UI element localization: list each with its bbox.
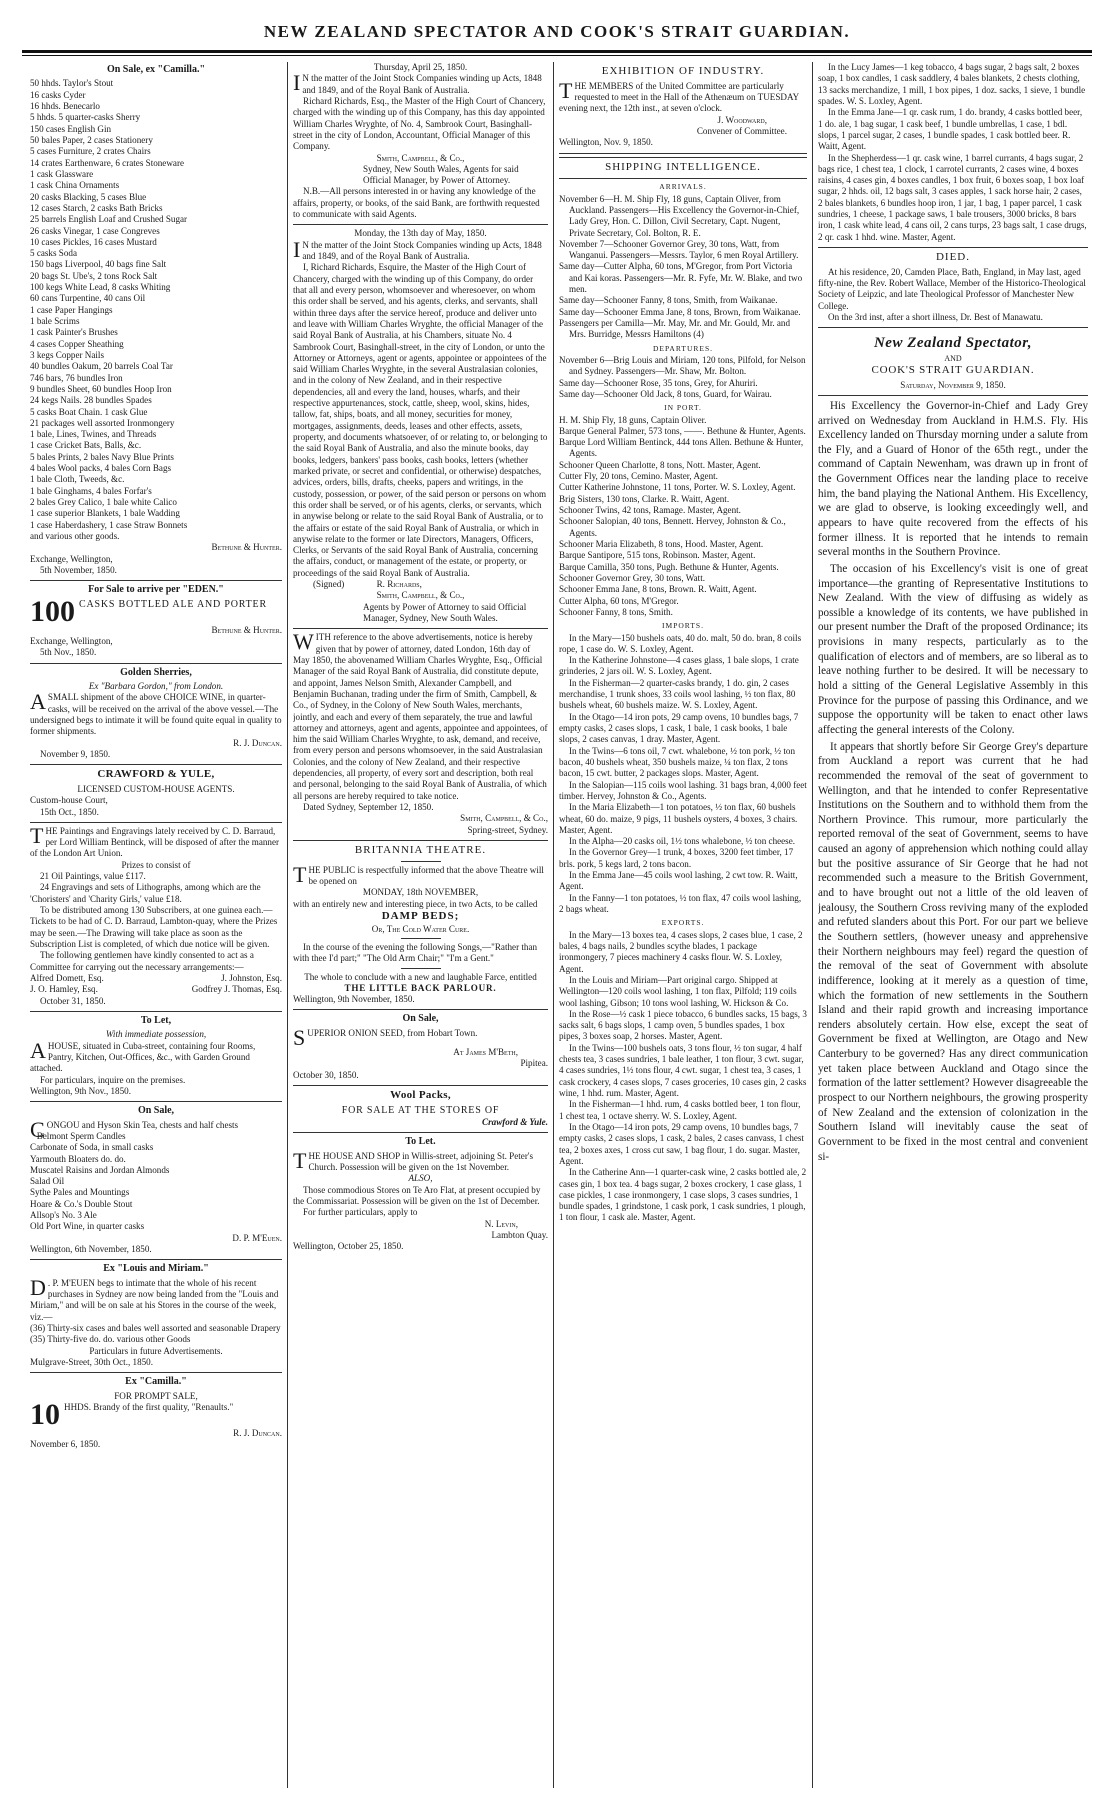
drop-cap: S [293, 1024, 306, 1050]
exports-list [559, 930, 807, 1224]
notice-signature: R. Richards, [376, 579, 422, 590]
ad-subtitle: With immediate possession, [105, 1029, 207, 1040]
ad-title: Ex "Camilla." [125, 1376, 187, 1388]
in-port-entry: Schooner Fanny, 8 tons, Smith. [559, 606, 673, 617]
ad-wool-packs [293, 1089, 548, 1128]
arrival-entry: November 6—H. M. Ship Fly, 18 guns, Captain Oliver, from Auckland. Passengers—His Excellency the Governor-in-Chief, Lady Grey, Hon. C. Dillon, Civil Secretary, Capt. Nugent, Private Secretary, Col. Bolton, R. E. [559, 193, 800, 238]
arrival-entry: Passengers per Camilla—Mr. May, Mr. and Mr. Gould, Mr. and Mrs. Burridge, Messrs Hamiltons (4) [559, 318, 791, 340]
ad-date: 5th November, 1850. [40, 564, 117, 575]
goods-item: 9 bundles Sheet, 60 bundles Hoop Iron [30, 383, 172, 394]
goods-item: 16 casks Cyder [30, 89, 86, 100]
notice-signature: Smith, Campbell, & Co., [376, 152, 465, 163]
export-entry: In the Fisherman—1 hhd. rum, 4 casks bottled beer, 1 ton flour, 1 chest tea, 1 octave sherry. W. S. Loxley, Agent. [559, 1099, 801, 1121]
divider [30, 1372, 282, 1373]
notice-signature: Smith, Campbell, & Co., [376, 590, 465, 601]
committee-row [30, 973, 282, 984]
notice-signature: Sydney, New South Wales, Agents for said Official Manager, by Power of Attorney. [363, 163, 519, 186]
ad-on-sale-tea [30, 1105, 282, 1255]
goods-item: 26 casks Vinegar, 1 case Congreves [30, 225, 160, 236]
section-title: SHIPPING INTELLIGENCE. [605, 160, 761, 173]
in-port-entry: Barque Camilla, 350 tons, Pugh. Bethune & Hunter, Agents. [559, 561, 779, 572]
goods-item: 1 case Paper Hangings [30, 304, 113, 315]
column-4 [818, 62, 1088, 1790]
masthead-rule [22, 50, 1092, 53]
arrival-entry: Same day—Cutter Alpha, 60 tons, M'Gregor, from Port Victoria and Kai koras. Passengers—Mr. R. Fyfe, Mr. W. Blake, and two men. [559, 261, 803, 295]
import-entry: In the Fisherman—2 quarter-casks brandy, 1 do. gin, 2 cases merchandise, 1 trunk shoes, 33 coils wool lashing, ½ ton flax, 80 bushels wheat, 60 bushels maize. W. S. Loxley, Agent. [559, 677, 796, 711]
drop-cap: T [293, 1147, 307, 1173]
ad-role: Convener of Committee. [696, 125, 787, 136]
goods-item: 1 case Cricket Bats, Balls, &c. [30, 440, 142, 451]
committee-member: J. Johnston, Esq. [221, 972, 282, 983]
ad-place: Exchange, Wellington, [30, 635, 113, 646]
goods-item: 16 hhds. Benecarlo [30, 101, 100, 112]
import-entry: In the Mary—150 bushels oats, 40 do. malt, 50 do. bran, 8 coils rope, 1 case do. W. S. Loxley, Agent. [559, 632, 802, 654]
ad-text: (36) Thirty-six cases and bales well assorted and seasonable Drapery [30, 1323, 281, 1333]
divider [293, 840, 548, 841]
obituary-entry: At his residence, 20, Camden Place, Bath, England, in May last, aged fifty-nine, the Rev. Robert Wallace, Member of the Historico-Theological Society of Leipzic, and late Theological Professor of Manchester New College. [818, 266, 1086, 311]
ad-text: ALSO, [408, 1173, 433, 1184]
goods-list [30, 78, 282, 542]
ad-date: Wellington, Nov. 9, 1850. [559, 137, 653, 148]
goods-item: Yarmouth Bloaters do. do. [30, 1153, 126, 1164]
ad-text: FOR SALE AT THE STORES OF [341, 1104, 500, 1116]
import-entry: In the Governor Grey—1 trunk, 4 boxes, 3200 feet timber, 17 brls. pork, 5 kegs lard, 2 tons bacon. [559, 847, 794, 869]
divider [818, 327, 1088, 328]
ad-date: October 30, 1850. [293, 1069, 359, 1080]
export-entry: In the Rose—½ cask 1 piece tobacco, 6 bundles sacks, 15 bags, 3 sacks salt, 6 bags slops, 1 camp oven, 5 bundles spades, 1 box pipes, 3 boxes soap, 2 horses. Master, Agent. [559, 1008, 807, 1042]
play-title: DAMP BEDS; [381, 909, 460, 922]
ad-signature: At James M'Beth, [453, 1046, 518, 1057]
ad-text: (35) Thirty-five do. do. various other Goods [30, 1334, 191, 1345]
drop-cap: T [293, 861, 307, 887]
export-entry: In the Shepherdess—1 qr. cask wine, 1 barrel currants, 4 bags sugar, 2 bags rice, 1 chest tea, 1 clock, 1 carrotel currants, 2 cases wine, 4 boxes raisins, 4 cases gin, 4 boxes candles, 1 box fruit, 6 boxes soap, 1 box loaf sugar, 2 hhds. oil, 12 bags salt, 3 cases apples, 1 sack horse hair, 2 cases, 2 bales blankets, 6 bundles hoop iron, 1 jar, 1 bag, 1 paper parcel, 1 cask sundries, 1 cheese, 1 package saws, 1 bale trousers, 3000 bricks, 8 bars iron, 1 cask white lead, 4 cans oil, 2 cans turps, 23 bags salt, 1 case drugs, 2 qr. cask 1 hhd. wine. Master, Agent. [818, 152, 1087, 242]
notice-royal-bank-2 [293, 228, 548, 624]
goods-item: and various other goods. [30, 530, 120, 541]
divider [30, 1259, 282, 1260]
goods-item: 25 barrels English Loaf and Crushed Sugar [30, 214, 188, 225]
goods-item: 1 cask China Ornaments [30, 180, 120, 191]
drop-cap: I [293, 70, 301, 96]
departure-entry: November 6—Brig Louis and Miriam, 120 tons, Pilfold, for Nelson and Sydney. Passengers—Mr. Shaw, Mr. Bolton. [559, 354, 806, 377]
editorial-paragraph: The occasion of his Excellency's visit is one of great importance—the granting of Representative Institutions to New Zealand. With the view of diffusing as widely as possible a knowledge of its contents, we have published in our present number the Draft of the proposed Ordinance; its provisions in many respects, particularly as to the qualification of electors and of members, are so liberal as to leave nothing further to be desired. It will be necessary to hold a sitting of the General Legislative Assembly in this Province for the purpose of passing this Ordinance, and we suppose the opportunity will be taken to enact other laws affecting the general interests of the Colony. [818, 562, 1088, 736]
ad-text: CASKS BOTTLED ALE AND PORTER [79, 598, 267, 610]
ad-theatre [293, 844, 548, 1006]
column-3 [559, 62, 807, 1790]
goods-item: Salad Oil [30, 1176, 65, 1187]
notice-date: Monday, the 13th day of May, 1850. [354, 228, 487, 239]
in-port-entry: Schooner Twins, 42 tons, Ramage. Master, Agent. [559, 505, 741, 516]
imports-list [559, 633, 807, 916]
in-port-entry: Schooner Salopian, 40 tons, Bennett. Hervey, Johnston & Co., Agents. [559, 516, 786, 538]
export-entry: In the Catherine Ann—1 quarter-cask wine, 2 casks bottled ale, 2 cases gin, 1 box tea. 4 bags sugar, 2 boxes crockery, 1 case glass, 1 case pickles, 1 case ironmongery, 1 case slops, 3 cases sundries, 1 bundle spades, 1 grindstone, 1 cask pork, 1 cask sundries, 1 plough, 1 ton flour, 1 cask ale. Master, Agent. [559, 1167, 807, 1223]
committee-member: J. O. Hamley, Esq. [30, 984, 98, 995]
in-port-entry: Barque Santipore, 515 tons, Robinson. Master, Agent. [559, 550, 756, 561]
goods-item: ONGOU and Hyson Skin Tea, chests and half chests [46, 1119, 239, 1130]
editorial-date: Saturday, November 9, 1850. [900, 379, 1006, 390]
divider [30, 822, 282, 823]
ad-place: Exchange, Wellington, [30, 553, 113, 564]
goods-item: 746 bars, 76 bundles Iron [30, 372, 123, 383]
died-title: DIED. [935, 251, 971, 263]
notice-signature: Agents by Power of Attorney to said Official Manager, Sydney, New South Wales. [363, 601, 527, 623]
divider [559, 157, 807, 158]
subsection-title: ARRIVALS. [659, 182, 707, 192]
column-2 [293, 62, 548, 1790]
ad-title: Wool Packs, [390, 1088, 451, 1101]
divider [818, 395, 1088, 396]
drop-cap: A [30, 689, 46, 715]
ad-date: November 9, 1850. [40, 748, 111, 759]
ad-subtitle: FOR PROMPT SALE, [114, 1390, 198, 1401]
ad-signature: R. J. Duncan. [233, 737, 282, 748]
ad-date: Wellington, 9th Nov., 1850. [30, 1085, 131, 1096]
in-port-entry: Schooner Queen Charlotte, 8 tons, Nott. Master, Agent. [559, 459, 761, 470]
ad-place: Lambton Quay. [491, 1229, 548, 1240]
notice-signature: Spring-street, Sydney. [467, 824, 548, 835]
ad-text: 21 Oil Paintings, value £117. [40, 871, 146, 882]
export-entry: In the Emma Jane—1 qr. cask rum, 1 do. brandy, 4 casks bottled beer, 1 do. ale, 1 bag sugar, 1 cask beef, 1 bundle umbrellas, 1 case, 1 bdl. slops, 1 parcel sugar, 2 cases, 1 bundle spades, 1 cask bottled beer. R. Waitt, Agent. [818, 107, 1083, 152]
divider [401, 861, 441, 862]
divider [293, 1009, 548, 1010]
ad-date-line: MONDAY, 18th NOVEMBER, [362, 887, 479, 898]
in-port-entry: Barque General Palmer, 573 tons, ——. Bethune & Hunter, Agents. [559, 425, 806, 436]
arrival-entry: November 7—Schooner Governor Grey, 30 tons, Watt, from Wanganui. Passengers—Messrs. Taylor, 6 men Royal Artillery. [559, 238, 799, 261]
column-rule [287, 62, 288, 1788]
goods-item: Sythe Pales and Mountings [30, 1187, 130, 1198]
divider [30, 663, 282, 664]
divider [293, 1085, 548, 1086]
ad-camilla [30, 64, 282, 576]
import-entry: In the Twins—6 tons oil, 7 cwt. whalebone, ½ ton pork, ½ ton bacon, 40 bushels wheat, 350 bushels maize, ¼ ton flax, 2 tons bacon, 15 cwt. butter, 2 packages slops. Master, Agent. [559, 745, 796, 779]
goods-item: 4 cases Copper Sheathing [30, 338, 124, 349]
ad-camilla-brandy [30, 1376, 282, 1450]
import-entry: In the Salopian—115 coils wool lashing. 31 bags bran, 4,000 feet timber. Hervey, Johnston & Co., Agents. [559, 779, 807, 801]
ad-signature: Bethune & Hunter. [211, 624, 282, 635]
ad-text: In the course of the evening the following Songs,—"Rather than with thee I'd part;" "The Old Arm Chair;" "I'm a Gent." [293, 941, 538, 964]
ad-place: Pipitea. [520, 1058, 548, 1069]
goods-item: Belmont Sperm Candles [36, 1130, 126, 1141]
import-entry: In the Maria Elizabeth—1 ton potatoes, ½ ton flax, 60 bushels wheat, 60 do. maize, 9 pigs, 11 bushels oysters, 4 boxes, 3 chairs. Master, Agent. [559, 802, 798, 835]
ad-signature: D. P. M'Euen. [232, 1232, 282, 1243]
ad-to-let [30, 1015, 282, 1097]
notice-text: N the matter of the Joint Stock Companies winding up Acts, 1848 and 1849, and of the Royal Bank of Australia. [302, 73, 542, 95]
ad-text: For particulars, inquire on the premises. [40, 1074, 186, 1085]
ad-title: On Sale, ex "Camilla." [106, 64, 206, 75]
notice-text: N the matter of the Joint Stock Companies winding up Acts, 1848 and 1849, and of the Royal Bank of Australia. [302, 239, 542, 261]
paper-title: New Zealand Spectator, [873, 335, 1033, 352]
farce-title: THE LITTLE BACK PARLOUR. [344, 982, 497, 993]
divider [401, 938, 441, 939]
goods-item: 1 case Haberdashery, 1 case Straw Bonnets [30, 519, 188, 530]
ad-text: SMALL shipment of the above CHOICE WINE, in quarter-casks, will be received on the arrival of the above vessel.—The undersigned begs to intimate it will be found quite equal in quality to former shipments. [30, 692, 282, 737]
play-subtitle: Or, The Cold Water Cure. [371, 923, 470, 934]
ad-date: 5th Nov., 1850. [40, 647, 97, 658]
goods-item: 1 bale, Lines, Twines, and Threads [30, 429, 157, 440]
divider [401, 968, 441, 969]
in-port-entry: Cutter Katherine Johnstone, 11 tons, Porter. W. S. Loxley, Agent. [559, 482, 796, 493]
committee-member: Godfrey J. Thomas, Esq. [191, 984, 282, 995]
departure-entry: Same day—Schooner Old Jack, 8 tons, Guard, for Wairau. [559, 388, 772, 399]
ad-date: Wellington, 6th November, 1850. [30, 1244, 152, 1254]
import-entry: In the Otago—14 iron pots, 29 camp ovens, 10 bundles bags, 7 empty casks, 2 cases slops, 1 cask, 1 bale, 1 cask books, 1 bale slops, 2 cases canvas, 1 dray. Master, Agent. [559, 711, 799, 745]
in-port-entry: Schooner Governor Grey, 30 tons, Watt. [559, 572, 706, 583]
divider [559, 153, 807, 154]
notice-date: Dated Sydney, September 12, 1850. [303, 802, 434, 812]
divider [30, 580, 282, 581]
editorial-paragraph: It appears that shortly before Sir George Grey's departure from Auckland a report was current that he had recommended the removal of the seat of government to Wellington, and that he intended to confer Representative Institutions on the Southern and to withhold them from the Northern Province. This rumour, more particularly the reported removal of the seat of Government, seems to have caused an agony of apprehension which nothing could allay but the positive assurance of Sir George that he had not recommended such a measure to the British Government, and to have brought out not a little of the old leaven of jealousy, the Southern Cross reviving many of the exploded and refuted slanders about this Port. For our part we believe the Southern settlers, (however uneasy and apprehensive their Northern neighbours may feel) regard the question of the removal of the seat of Government with absolute indifference, looking at it merely as a question of time, which the formation of new settlements in the Southern Island and their rapid growth and increasing importance renders absolutely certain. How else, except the seat of Government be fixed at Wellington, are Otago and New Canterbury to be governed? Has any direct communication yet taken place between Auckland and Otago since the formation of the latter settlement? However disagreeable the prospect to our Northern neighbours, the growing prosperity of New Zealand and the extension of colonization in the Southern Island will inevitably cause the seat of Government to be fixed in the most central and convenient si- [818, 740, 1088, 1163]
goods-item: 14 crates Earthenware, 6 crates Stoneware [30, 157, 185, 168]
ad-exhibition [559, 65, 807, 149]
ad-louis-miriam [30, 1263, 282, 1368]
drop-cap: A [30, 1037, 46, 1063]
ad-title: For Sale to arrive per "EDEN." [88, 584, 224, 596]
subsection-title: IN PORT. [664, 403, 702, 413]
goods-item: 5 casks Soda [30, 248, 77, 259]
editorial-body [818, 399, 1088, 1164]
ad-text: HE MEMBERS of the United Committee are particularly requested to meet in the Hall of the Athenæum on TUESDAY evening next, the 12th inst., at seven o'clock. [559, 80, 799, 114]
goods-item: Carbonate of Soda, in small casks [30, 1142, 154, 1153]
in-port-entry: Brig Sisters, 130 tons, Clarke. R. Waitt, Agent. [559, 493, 730, 504]
goods-item: 50 bales Paper, 2 cases Stationery [30, 135, 153, 145]
ad-text: with an entirely new and interesting piece, in two Acts, to be called [293, 898, 538, 909]
goods-item: 12 cases Starch, 2 casks Bath Bricks [30, 202, 163, 213]
column-rule [553, 62, 554, 1788]
ad-text: UPERIOR ONION SEED, from Hobart Town. [307, 1027, 478, 1038]
committee-row [30, 984, 282, 995]
goods-item: 1 cask Painter's Brushes [30, 327, 118, 338]
ad-signature: Bethune & Hunter. [211, 542, 282, 553]
paper-title-and: AND [944, 353, 962, 363]
in-port-entry: H. M. Ship Fly, 18 guns, Captain Oliver. [559, 414, 707, 425]
ad-title: On Sale, [402, 1013, 439, 1025]
arrivals-list [559, 194, 807, 341]
ad-title: Golden Sherries, [120, 666, 192, 678]
ad-date: Wellington, 9th November, 1850. [293, 994, 415, 1005]
export-entry: In the Mary—13 boxes tea, 4 cases slops, 2 cases blue, 1 case, 2 bales, 4 bags nails, 2 bundles scythe blades, 1 package ironmongery, 7 pieces machinery 4 casks flour. W. S. Loxley, Agent. [559, 929, 803, 974]
obituary-entry: On the 3rd inst, after a short illness, Dr. Best of Manawatu. [828, 311, 1043, 322]
goods-item: 100 kegs White Lead, 8 casks Whiting [30, 282, 171, 293]
goods-item: 21 packages well assorted Ironmongery [30, 417, 175, 428]
export-entry: In the Otago—14 iron pots, 29 camp ovens, 10 bundles bags, 7 empty casks, 2 cases slops, 1 cask, 2 bales, 2 cases canvass, 1 chest tea, 2 boxes axes, 1 cross cut saw, 1 bag flour, 1 do. sugar. Master, Agent. [559, 1121, 804, 1166]
ad-text: HE Paintings and Engravings lately received by C. D. Barraud, per Lord William Bentinck, will be disposed of after the manner of the London Art Union. [30, 825, 280, 859]
ad-text: HE PUBLIC is respectfully informed that the above Theatre will be opened on [308, 864, 544, 886]
drop-cap: D [30, 1274, 46, 1300]
ad-title: Ex "Louis and Miriam." [103, 1263, 209, 1275]
ad-date: 15th Oct., 1850. [40, 806, 99, 817]
quantity-number: 10 [30, 1398, 60, 1431]
goods-item: 1 cask Glassware [30, 168, 94, 179]
goods-item: 5 bales Prints, 2 bales Navy Blue Prints [30, 451, 174, 462]
goods-item: 10 cases Pickles, 16 cases Mustard [30, 236, 157, 247]
notice-text: I, Richard Richards, Esquire, the Master of the High Court of Chancery, charged with the winding up of this Company, do order that all and every person, whomsoever and wheresoever, on whom this order shall be served, and his agents, clerks, and servants, shall within three days after the service hereof, produce and deliver unto and leave with William Charles Wryghte, the official Manager of the said Royal Bank of Australia, at his Chambers, situate No. 4 Sambrook Court, Basinghall-street, in the city of London, or unto the Attorney or Attorneys, agent or agents, appointee or appointees of the said William Charles Wryghte, in the several Australasian colonies, and in the colony of New Zealand, and in their respective dependencies, all and every the land, houses, wharfs, and their respective appurtenances, stock, cattle, sheep, wool, skins, hides, tallow, fat, ships, boats, and all money, securities for money, mortgages, assignments, deeds, leases and other effects, assets, property, and documents whatsoever, of or relating to, or belonging to the said Royal Bank of Australia, and also the minute books, day books, ledgers, bankers' pass books, cash books, letters (whether marked private, or secret and confidential, or otherwise) despatches, advices, orders, bills, drafts, cheeks, papers and writings, in the custody, possession, or power, of the said person or persons on whom this order shall be served, or of his agents, clerks, or servants, which in anywise belong or relate to the said Royal Bank of Australia, or to the affairs or estate of the said Royal Bank of Australia, or which in anywise relate to the former or late Directors, Managers, Officers, Clerks, or Servants of the said Royal Bank of Australia, concerning the affairs, conduct, or management of the estate, or property, or proceedings of the said Royal Bank of Australia. [293, 262, 548, 578]
paper-subtitle: COOK'S STRAIT GUARDIAN. [871, 363, 1035, 376]
drop-cap: T [30, 822, 44, 848]
ad-place: Custom-house Court, [30, 795, 108, 806]
goods-item: 2 bales Grey Calico, 1 bale white Calico [30, 497, 177, 507]
export-entry: In the Twins—100 bushels oats, 3 tons flour, ½ ton sugar, 4 half chests tea, 3 cases sundries, 1 bale leather, 1 ton flour, 3 cwt. sugar, 4 cases sundries, 1½ tons flour, 4 cwt. sugar, 1 chest tea, 3 cases, 1 cask crockery, 4 cases slops, 7 cases groceries, 10 cases gin, 2 casks wine, 1 hhd. rum. Master, Agent. [559, 1042, 807, 1099]
ad-signature: J. Woodward, [717, 114, 767, 125]
goods-item: 20 bags St. Ube's, 2 tons Rock Salt [30, 270, 158, 281]
in-port-entry: Schooner Maria Elizabeth, 8 tons, Hood. Master, Agent. [559, 538, 764, 549]
departure-entry: Same day—Schooner Rose, 35 tons, Grey, for Ahuriri. [559, 377, 758, 388]
ad-text: The following gentlemen have kindly consented to act as a Committee for carrying out the necessary arrangements:— [30, 950, 254, 972]
in-port-entry: Barque Lord William Bentinck, 444 tons Allen. Bethune & Hunter, Agents. [559, 437, 804, 459]
goods-item: 150 cases English Gin [30, 123, 112, 134]
goods-item: 20 casks Blacking, 5 cases Blue [30, 191, 147, 202]
ad-date: November 6, 1850. [30, 1439, 101, 1450]
in-port-entry: Cutter Fly, 20 tons, Cemino. Master, Agent. [559, 471, 718, 482]
goods-item: 24 kegs Nails. 28 bundles Spades [30, 395, 152, 406]
ad-onion-seed [293, 1013, 548, 1080]
committee-member: Alfred Domett, Esq. [30, 972, 104, 983]
drop-cap: C [30, 1116, 45, 1142]
masthead-title: NEW ZEALAND SPECTATOR AND COOK'S STRAIT GUARDIAN. [263, 22, 851, 41]
goods-item: 40 bundles Oakum, 20 barrels Coal Tar [30, 361, 173, 372]
goods-item: 5 casks Boat Chain. 1 cask Glue [30, 406, 148, 417]
ad-firm: Crawford & Yule. [482, 1116, 548, 1127]
ad-text: For further particulars, apply to [303, 1207, 418, 1218]
ad-date: Wellington, October 25, 1850. [293, 1241, 404, 1252]
goods-item: 1 bale Scrims [30, 316, 80, 326]
ad-title: CRAWFORD & YULE, [97, 768, 215, 781]
in-port-entry: Schooner Emma Jane, 8 tons, Brown. R. Waitt, Agent. [559, 584, 757, 595]
subsection-title: IMPORTS. [662, 621, 704, 631]
ad-signature: R. J. Duncan. [233, 1428, 282, 1438]
arrival-entry: Same day—Schooner Fanny, 8 tons, Smith, from Waikanae. [559, 295, 778, 306]
died-list [818, 267, 1088, 324]
goods-list [30, 1131, 282, 1233]
divider [293, 1132, 548, 1133]
departures-list [559, 355, 807, 400]
notice-text: N.B.—All persons interested in or having any knowledge of the affairs, property, or books, of the said Bank, are forthwith requested to communicate with said Agents. [293, 186, 540, 220]
divider [818, 247, 1088, 248]
notice-text: ITH reference to the above advertisements, notice is hereby given that by power of attorney, dated London, 16th day of May 1850, the abovenamed William Charles Wryghte, Esq., Official Manager of the said Royal Bank of Australia, did constitute depute, and appoint, James Nelson Smith, Alexander Campbell, and Benjamin Buchanan, trading under the firm of Smith, Campbell, & Co., of Sydney, in the Colony of New South Wales, merchants, jointly, and each and every of them separately, the true and lawful attorney and attorneys, agent and agents, appointee and appointees, of him the said William Charles Wryghte, to ask, demand, and receive, from every person and persons whomsoever, in the said Australasian Colonies, and the colony of New Zealand, and their respective dependencies, all property, of every sort and description, both real and personal, belonging to the said Royal Bank of Australia, of which all persons are hereby required to take notice. [293, 632, 548, 801]
column-1 [30, 62, 282, 1790]
import-entry: In the Emma Jane—45 coils wool lashing, 2 cwt tow. R. Waitt, Agent. [559, 870, 798, 892]
goods-item: 1 bale Ginghams, 4 bales Forfar's [30, 485, 152, 496]
exports-continued-list [818, 62, 1088, 243]
ad-text: Prizes to consist of [121, 859, 191, 870]
goods-item: 60 cans Turpentine, 40 cans Oil [30, 293, 146, 304]
import-entry: In the Fanny—1 ton potatoes, ½ ton flax, 47 coils wool lashing, 2 bags wheat. [559, 892, 802, 914]
in-port-entry: Cutter Alpha, 60 tons, M'Gregor. [559, 595, 679, 606]
ad-house-to-let [293, 1136, 548, 1252]
ad-title: To Let. [405, 1136, 436, 1148]
ad-crawford [30, 768, 282, 818]
goods-item: 150 bags Liverpool, 40 bags fine Salt [30, 259, 167, 270]
import-entry: In the Katherine Johnstone—4 cases glass, 1 bale slops, 1 crate grinderies, 2 jars oil. W. S. Loxley, Agent. [559, 655, 799, 677]
divider [30, 1101, 282, 1102]
drop-cap: I [293, 236, 301, 262]
goods-item: Hoare & Co.'s Double Stout [30, 1198, 133, 1209]
ad-place: Mulgrave-Street, 30th Oct., 1850. [30, 1356, 153, 1367]
goods-item: 1 case superior Blankets, 1 bale Wadding [30, 508, 180, 519]
divider [293, 628, 548, 629]
ad-subtitle: LICENSED CUSTOM-HOUSE AGENTS. [77, 783, 235, 794]
editorial-paragraph: His Excellency the Governor-in-Chief and Lady Grey arrived on Wednesday from Auckland in H.M.S. Fly. His Excellency landed on Thursday morning under a salute from the Fly, and a Guard of Honor of the 65th regt., under the command of Captain Newenham, was drawn up in front of the Government Offices near the landing place to receive him, the band playing the National Anthem. His Excellency, we are glad to observe, is looking exceedingly well, and appears to have quite recovered from the effects of his former illness. It is reported that he intends to remain several months in the Southern Province. [818, 399, 1088, 559]
ad-text: . P. M'EUEN begs to intimate that the whole of his recent purchases in Sydney are now being landed from the "Louis and Miriam," and will be on sale at his Stores in the course of the week, viz.— [30, 1277, 279, 1322]
divider [293, 224, 548, 225]
notice-signature: Smith, Campbell, & Co., [460, 813, 548, 824]
arrival-entry: Same day—Schooner Emma Jane, 8 tons, Brown, from Waikanae. [559, 306, 801, 317]
goods-item: 1 bale Cloth, Tweeds, &c. [30, 474, 125, 485]
goods-item: Allsop's No. 3 Ale [30, 1210, 97, 1221]
goods-item: 50 hhds. Taylor's Stout [30, 78, 114, 89]
drop-cap: T [559, 77, 573, 103]
ad-text: The whole to conclude with a new and laughable Farce, entitled [304, 971, 537, 982]
divider [30, 1011, 282, 1012]
divider [559, 178, 807, 179]
in-port-list [559, 415, 807, 619]
ad-text: Particulars in future Advertisements. [89, 1345, 223, 1356]
ad-title: BRITANNIA THEATRE. [354, 843, 487, 856]
ad-date: October 31, 1850. [40, 995, 106, 1006]
ad-text: 24 Engravings and sets of Lithographs, among which are the 'Choristers' and 'Charity Girls,' value £18. [30, 882, 261, 904]
ad-signature: N. Levin, [484, 1218, 518, 1229]
notice-power-of-attorney [293, 629, 548, 836]
ad-text: HHDS. Brandy of the first quality, "Renaults." [64, 1402, 234, 1412]
ad-text: Those commodious Stores on Te Aro Flat, at present occupied by the Commissariat. Possession will be given on the 1st of December. [293, 1184, 541, 1206]
ad-text: HE HOUSE AND SHOP in Willis-street, adjoining St. Peter's Church. Possession will be given on the 1st November. [308, 1150, 534, 1172]
subsection-title: DEPARTURES. [652, 343, 714, 353]
ad-eden [30, 584, 282, 658]
goods-item: Muscatel Raisins and Jordan Almonds [30, 1164, 170, 1175]
import-entry: In the Alpha—20 casks oil, 1½ tons whalebone, ½ ton cheese. [569, 836, 796, 847]
ad-sherries [30, 667, 282, 761]
ad-text: To be distributed among 130 Subscribers, at one guinea each.—Tickets to be had of C. D. Barraud, Lambton-quay, where the Prizes may be seen.—The Drawing will take place as soon as the Subscription List is completed, of which due notice will be given. [30, 905, 278, 949]
column-rule [812, 62, 813, 1788]
ad-title: EXHIBITION OF INDUSTRY. [601, 65, 765, 77]
goods-item: 5 hhds. 5 quarter-casks Sherry [30, 112, 141, 123]
divider [30, 764, 282, 765]
notice-text: Richard Richards, Esq., the Master of the High Court of Chancery, charged with the winding up of this Company, has this day appointed William Charles Wryghte, of No. 4, Sambrook Court, Basinghall-street in the city of London, Accountant, Official Manager of this Company. [293, 95, 546, 152]
ad-title: On Sale, [137, 1105, 175, 1117]
notice-royal-bank-1 [293, 62, 548, 220]
shipping-intelligence [559, 161, 807, 1224]
quantity-number: 100 [30, 594, 75, 628]
goods-item: 4 bales Wool packs, 4 bales Corn Bags [30, 463, 172, 474]
drop-cap: W [293, 629, 314, 655]
ad-subtitle: Ex "Barbara Gordon," from London. [88, 681, 224, 691]
subsection-title: EXPORTS. [661, 918, 705, 928]
goods-item: 5 cases Furniture, 2 crates Chairs [30, 146, 151, 157]
signed-label: (Signed) [313, 579, 345, 590]
masthead-rule-thin [22, 55, 1092, 56]
goods-item: 3 kegs Copper Nails [30, 349, 105, 360]
goods-item: Old Port Wine, in quarter casks [30, 1221, 145, 1232]
notice-date: Thursday, April 25, 1850. [373, 62, 468, 72]
ad-text: HOUSE, situated in Cuba-street, containing four Rooms, Pantry, Kitchen, Out-Offices, &c., with Garden Ground attached. [30, 1040, 256, 1074]
ad-paintings [30, 822, 282, 1007]
ad-title: To Let, [140, 1014, 172, 1026]
export-entry: In the Louis and Miriam—Part original cargo. Shipped at Wellington—120 coils wool lashing, 1 ton flax, Pilfold; 119 coils wool lashing, Gibson; 10 tons wool lashing, W. Hickson & Co. [559, 974, 797, 1008]
export-entry: In the Lucy James—1 keg tobacco, 4 bags sugar, 2 bags salt, 2 boxes soap, 1 box candles, 1 cask saddlery, 4 bales blankets, 2 chests clothing, 13 sacks merchandize, 1 mill, 1 box pipes, 1 doz. sacks, 1 sieve, 1 bundle spades. W. S. Loxley, Agent. [818, 62, 1086, 106]
